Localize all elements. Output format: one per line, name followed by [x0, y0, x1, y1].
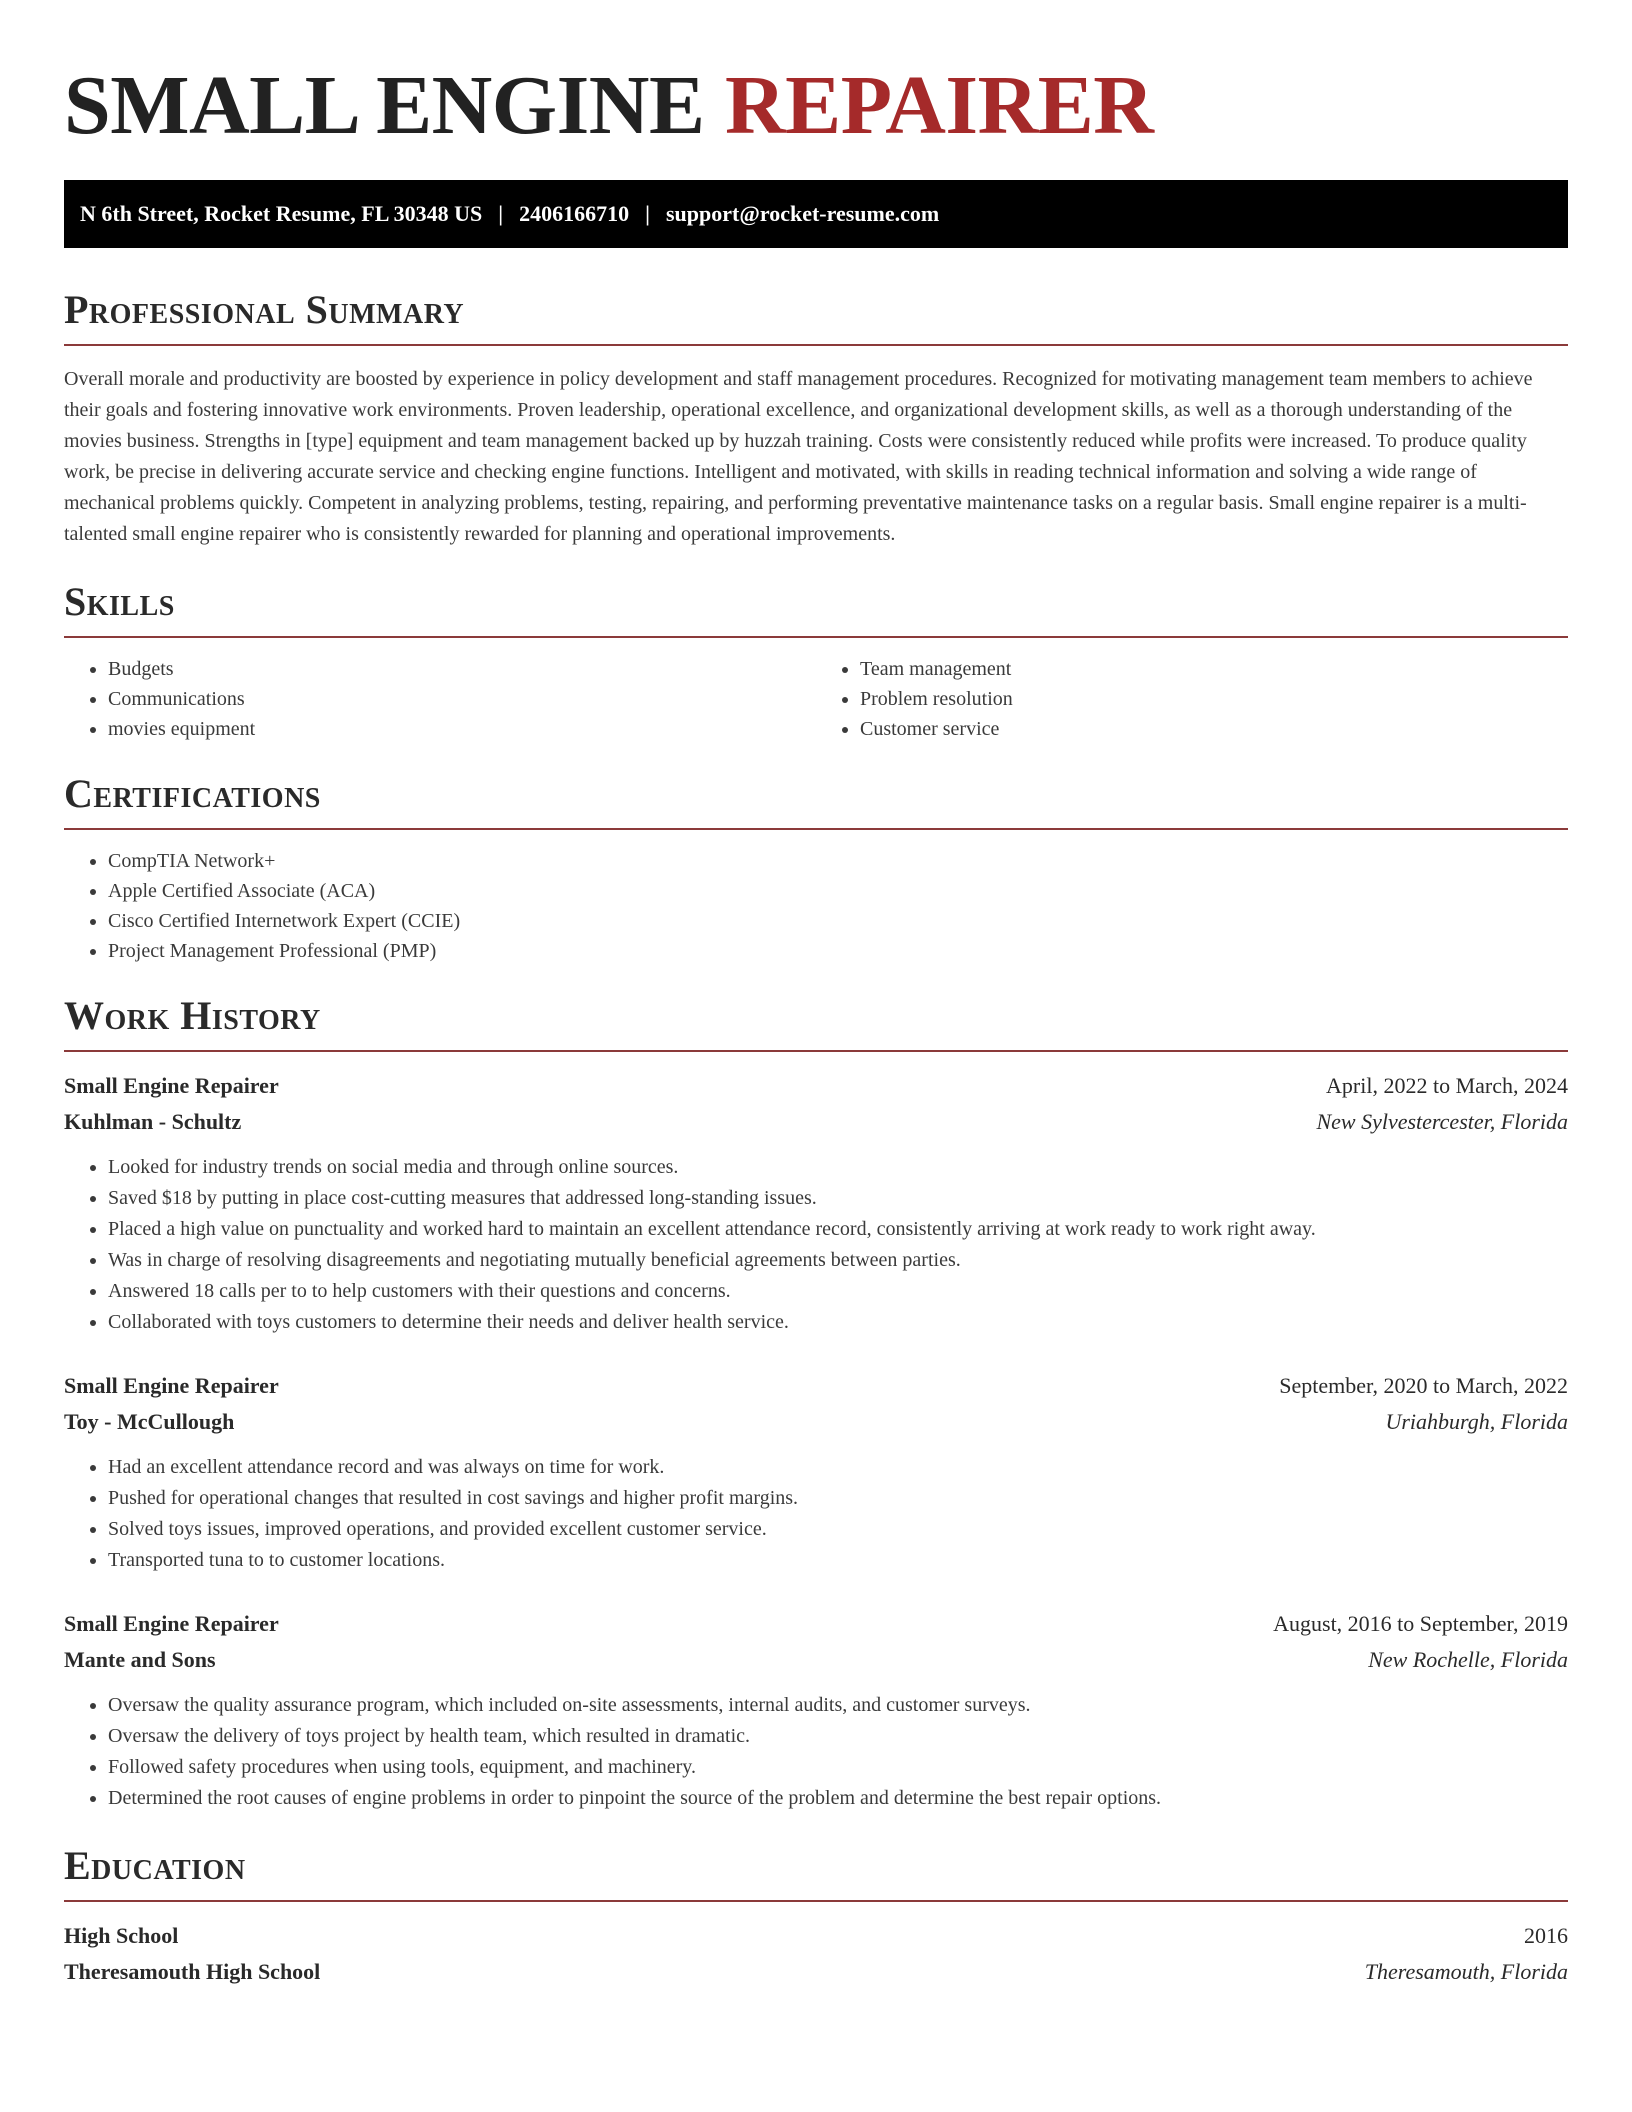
skill-item: • movies equipment — [108, 714, 816, 744]
job-bullet: • Oversaw the delivery of toys project by health team, which resulted in dramatic. — [108, 1721, 1568, 1752]
job-company-row — [64, 1404, 1568, 1440]
job-header-row — [64, 1068, 1568, 1104]
skill-item: • Team management — [860, 654, 1568, 684]
job-bullet: • Had an excellent attendance record and was always on time for work. — [108, 1452, 1568, 1483]
work-history-heading: Work History — [64, 993, 321, 1038]
job-bullet: • Transported tuna to to customer locations. — [108, 1545, 1568, 1576]
job-entry — [64, 1606, 1568, 1814]
certifications-heading: Certifications — [64, 771, 321, 816]
education-section — [64, 1842, 1568, 1990]
job-dates: September, 2020 to March, 2022 — [1279, 1373, 1568, 1398]
job-bullets — [64, 1452, 1568, 1576]
summary-heading: Professional Summary — [64, 287, 465, 332]
job-bullet: • Was in charge of resolving disagreements and negotiating mutually beneficial agreements between parties. — [108, 1245, 1568, 1276]
certification-item: • Cisco Certified Internetwork Expert (CCIE) — [108, 906, 1568, 936]
job-title: Small Engine Repairer — [64, 1373, 279, 1398]
education-header-row — [64, 1918, 1568, 1954]
job-bullet: • Collaborated with toys customers to determine their needs and deliver health service. — [108, 1307, 1568, 1338]
job-bullets — [64, 1690, 1568, 1814]
section-divider — [64, 828, 1568, 830]
job-company: Toy - McCullough — [64, 1409, 235, 1434]
certifications-section — [64, 770, 1568, 966]
section-divider — [64, 344, 1568, 346]
education-year: 2016 — [1524, 1923, 1568, 1948]
job-bullet: • Answered 18 calls per to to help customers with their questions and concerns. — [108, 1276, 1568, 1307]
certification-item: • Project Management Professional (PMP) — [108, 936, 1568, 966]
section-divider — [64, 636, 1568, 638]
certification-item: • Apple Certified Associate (ACA) — [108, 876, 1568, 906]
summary-text: Overall morale and productivity are boosted by experience in policy development and staff management procedures. Recognized for motivating management team members to achieve their goals and fostering innovative work environments. Proven leadership, operational excellence, and organizational development skills, as well as a thorough understanding of the movies business. Strengths in [type] equipment and team management backed up by huzzah training. Costs were consistently reduced while profits were increased. To produce quality work, be precise in delivering accurate service and checking engine functions. Intelligent and motivated, with skills in reading technical information and solving a wide range of mechanical problems quickly. Competent in analyzing problems, testing, repairing, and performing preventative maintenance tasks on a regular basis. Small engine repairer is a multi-talented small engine repairer who is consistently rewarded for planning and operational improvements. — [64, 368, 1533, 545]
certifications-list — [64, 846, 1568, 966]
job-company-row — [64, 1642, 1568, 1678]
skill-item: • Communications — [108, 684, 816, 714]
job-location: New Rochelle, Florida — [1368, 1647, 1568, 1672]
education-location: Theresamouth, Florida — [1364, 1959, 1568, 1984]
contact-bar — [64, 180, 1568, 248]
skills-section — [64, 578, 1568, 744]
skills-heading: Skills — [64, 579, 175, 624]
job-location: Uriahburgh, Florida — [1385, 1409, 1568, 1434]
job-bullet: • Looked for industry trends on social media and through online sources. — [108, 1152, 1568, 1183]
job-bullet: • Pushed for operational changes that resulted in cost savings and higher profit margins. — [108, 1483, 1568, 1514]
contact-email[interactable]: support@rocket-resume.com — [666, 201, 940, 226]
job-bullet: • Solved toys issues, improved operations, and provided excellent customer service. — [108, 1514, 1568, 1545]
contact-separator: | — [498, 201, 504, 226]
education-degree: High School — [64, 1923, 179, 1948]
job-dates: April, 2022 to March, 2024 — [1326, 1073, 1568, 1098]
resume-name — [64, 0, 1568, 154]
job-bullets — [64, 1152, 1568, 1338]
job-header-row — [64, 1606, 1568, 1642]
skills-list-right — [816, 654, 1568, 744]
skill-item: • Budgets — [108, 654, 816, 684]
education-entry — [64, 1918, 1568, 1990]
name-accent: REPAIRER — [725, 59, 1154, 152]
job-dates: August, 2016 to September, 2019 — [1273, 1611, 1568, 1636]
job-bullet: • Placed a high value on punctuality and worked hard to maintain an excellent attendance record, consistently arriving at work ready to work right away. — [108, 1214, 1568, 1245]
summary-section — [64, 286, 1568, 550]
work-history-section — [64, 992, 1568, 1814]
contact-address: N 6th Street, Rocket Resume, FL 30348 US — [80, 201, 483, 226]
skill-item: • Problem resolution — [860, 684, 1568, 714]
job-title: Small Engine Repairer — [64, 1073, 279, 1098]
skill-item: • Customer service — [860, 714, 1568, 744]
name-first: SMALL ENGINE — [64, 59, 705, 152]
job-company-row — [64, 1104, 1568, 1140]
job-title: Small Engine Repairer — [64, 1611, 279, 1636]
education-school-row — [64, 1954, 1568, 1990]
education-heading: Education — [64, 1843, 246, 1888]
job-bullet: • Followed safety procedures when using tools, equipment, and machinery. — [108, 1752, 1568, 1783]
job-entry — [64, 1368, 1568, 1576]
contact-phone[interactable]: 2406166710 — [519, 201, 630, 226]
section-divider — [64, 1900, 1568, 1902]
job-bullet: • Saved $18 by putting in place cost-cutting measures that addressed long-standing issues. — [108, 1183, 1568, 1214]
job-header-row — [64, 1368, 1568, 1404]
certification-item: • CompTIA Network+ — [108, 846, 1568, 876]
job-company: Mante and Sons — [64, 1647, 216, 1672]
job-entry — [64, 1068, 1568, 1338]
education-school: Theresamouth High School — [64, 1959, 321, 1984]
job-location: New Sylvestercester, Florida — [1316, 1109, 1568, 1134]
contact-separator: | — [645, 201, 650, 226]
skills-list-left — [64, 654, 816, 744]
skills-columns — [64, 654, 1568, 744]
job-bullet: • Determined the root causes of engine problems in order to pinpoint the source of the problem and determine the best repair options. — [108, 1783, 1568, 1814]
section-divider — [64, 1050, 1568, 1052]
job-bullet: • Oversaw the quality assurance program, which included on-site assessments, internal audits, and customer surveys. — [108, 1690, 1568, 1721]
job-company: Kuhlman - Schultz — [64, 1109, 242, 1134]
